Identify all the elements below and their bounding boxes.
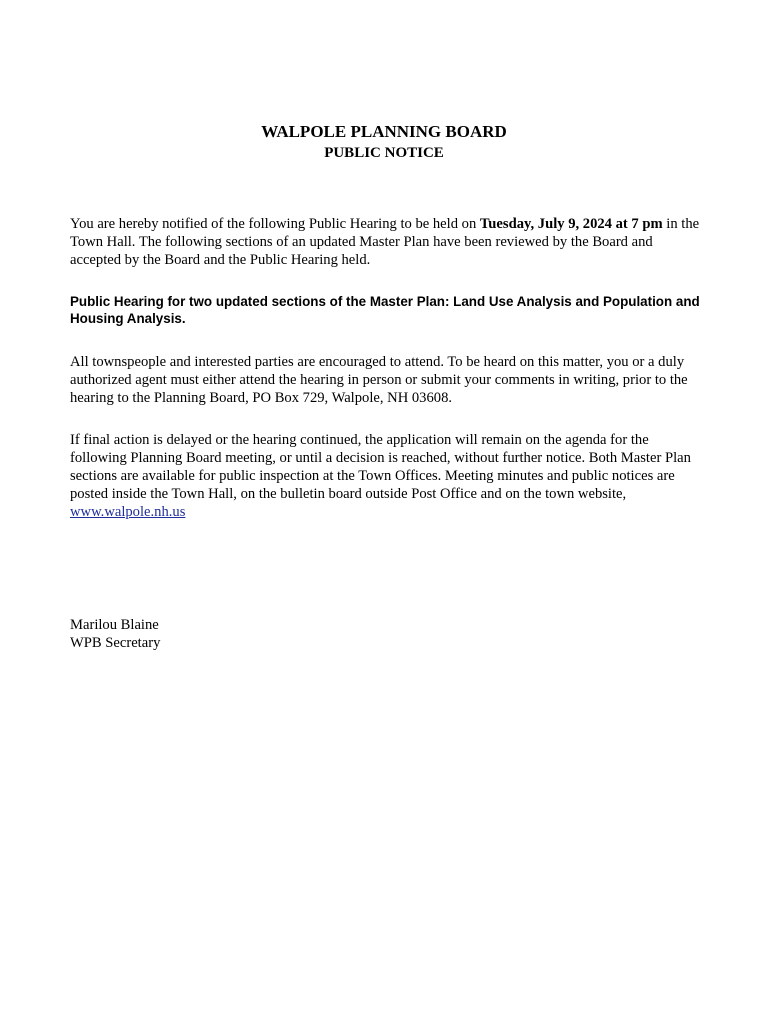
notice-title: WALPOLE PLANNING BOARD	[261, 122, 507, 141]
hearing-announcement-paragraph	[70, 215, 700, 269]
town-website-link[interactable]: www.walpole.nh.us	[70, 504, 186, 520]
continuation-paragraph	[70, 431, 700, 521]
hearing-date-time: Tuesday, July 9, 2024 at 7 pm	[479, 216, 663, 232]
signature-name: Marilou Blaine	[70, 617, 159, 633]
continuation-text: If final action is delayed or the hearing continued, the application will remain on the agenda for the following Planning Board meeting, or until a decision is reached, without further notice. Both Master Plan sections are available for public inspection at the Town Offices. Meeting minutes and public notices are posted inside the Town Hall, on the bulletin board outside Post Office and on the town website,	[70, 432, 691, 502]
notice-subtitle: PUBLIC NOTICE	[324, 145, 444, 161]
attendance-paragraph: All townspeople and interested parties are encouraged to attend. To be heard on this matter, you or a duly authorized agent must either attend the hearing in person or submit your comments in writing, prior to the hearing to the Planning Board, PO Box 729, Walpole, NH 03608.	[70, 354, 688, 406]
hearing-subject-paragraph: Public Hearing for two updated sections of the Master Plan: Land Use Analysis and Population and Housing Analysis.	[70, 294, 700, 326]
announcement-rest-text: in the Town Hall. The following sections of an updated Master Plan have been reviewed by the Board and accepted by the Board and the Public Hearing held.	[70, 216, 700, 268]
signature-title: WPB Secretary	[70, 635, 161, 651]
announcement-lead-text: You are hereby notified of the following Public Hearing to be held on	[70, 216, 480, 232]
